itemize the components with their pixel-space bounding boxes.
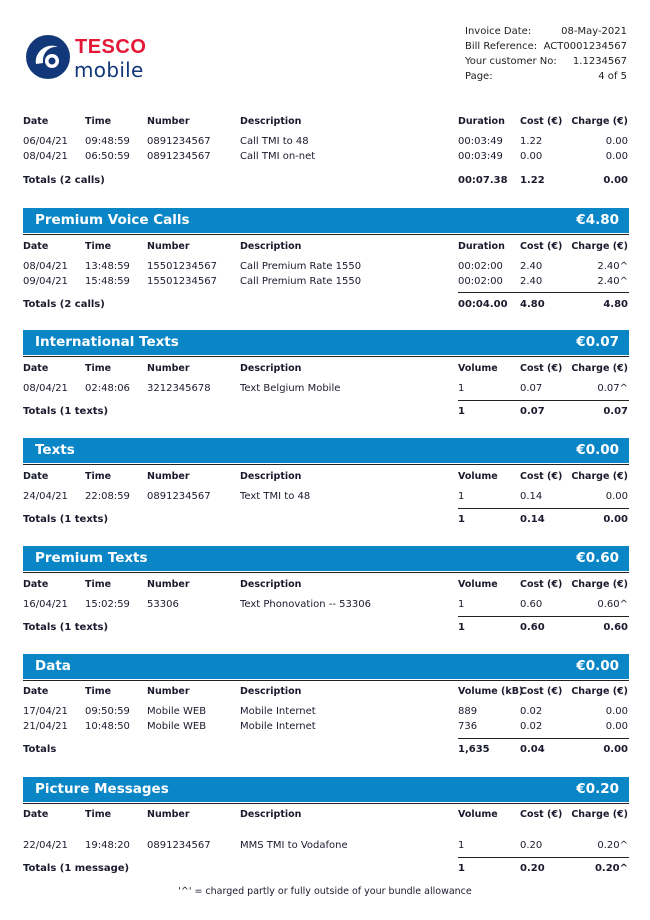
col-charge-header: Charge (€) bbox=[571, 579, 628, 590]
section-amount: €0.20 bbox=[576, 781, 619, 797]
totals-cost: 4.80 bbox=[520, 299, 545, 310]
section-title: Data bbox=[35, 658, 71, 674]
row-description: Text Phonovation -- 53306 bbox=[240, 599, 371, 610]
totals-quantity: 1 bbox=[458, 622, 465, 633]
totals-rule bbox=[458, 400, 629, 401]
row-charge: 0.00 bbox=[605, 706, 628, 717]
row-cost: 0.60 bbox=[520, 599, 543, 610]
row-number: Mobile WEB bbox=[147, 706, 207, 717]
col-date-header: Date bbox=[23, 363, 49, 374]
row-number: 0891234567 bbox=[147, 136, 211, 147]
col-time-header: Time bbox=[85, 363, 112, 374]
section-divider bbox=[23, 803, 629, 804]
page-value: 4 of 5 bbox=[598, 71, 627, 82]
totals-charge: 0.60 bbox=[603, 622, 628, 633]
row-date: 17/04/21 bbox=[23, 706, 68, 717]
col-description-header: Description bbox=[240, 579, 302, 590]
totals-quantity: 00:04.00 bbox=[458, 299, 508, 310]
col-number-header: Number bbox=[147, 471, 190, 482]
section-header-bar bbox=[23, 777, 629, 802]
brand-mobile: mobile bbox=[74, 58, 144, 82]
col-number-header: Number bbox=[147, 686, 190, 697]
section-amount: €4.80 bbox=[576, 212, 619, 228]
row-quantity: 736 bbox=[458, 721, 478, 732]
customer-no-label: Your customer No: bbox=[465, 56, 557, 67]
customer-no-value: 1.1234567 bbox=[572, 56, 627, 67]
totals-charge: 0.00 bbox=[603, 514, 628, 525]
section-divider bbox=[23, 464, 629, 465]
section-divider bbox=[23, 356, 629, 357]
col-cost-header: Cost (€) bbox=[520, 809, 563, 820]
section-divider bbox=[23, 572, 629, 573]
row-description: Call Premium Rate 1550 bbox=[240, 276, 362, 287]
totals-label: Totals (2 calls) bbox=[23, 175, 105, 186]
col-date-header: Date bbox=[23, 116, 49, 127]
row-charge: 0.07^ bbox=[597, 383, 628, 394]
totals-rule bbox=[458, 292, 629, 293]
totals-charge: 0.00 bbox=[603, 175, 628, 186]
totals-quantity: 1 bbox=[458, 863, 465, 874]
col-quantity-header: Volume (kB) bbox=[458, 686, 524, 697]
row-number: 0891234567 bbox=[147, 151, 211, 162]
row-cost: 0.02 bbox=[520, 706, 543, 717]
col-date-header: Date bbox=[23, 241, 49, 252]
totals-label: Totals (1 message) bbox=[23, 863, 130, 874]
col-time-header: Time bbox=[85, 471, 112, 482]
row-charge: 0.60^ bbox=[597, 599, 628, 610]
col-time-header: Time bbox=[85, 809, 112, 820]
section-header-bar bbox=[23, 208, 629, 233]
section-title: International Texts bbox=[35, 334, 179, 350]
totals-quantity: 1 bbox=[458, 406, 465, 417]
row-number: 15501234567 bbox=[147, 261, 217, 272]
totals-rule bbox=[458, 616, 629, 617]
col-quantity-header: Volume bbox=[458, 809, 498, 820]
totals-rule bbox=[458, 738, 629, 739]
row-cost: 0.02 bbox=[520, 721, 543, 732]
col-cost-header: Cost (€) bbox=[520, 363, 563, 374]
row-date: 09/04/21 bbox=[23, 276, 68, 287]
section-amount: €0.07 bbox=[576, 334, 619, 350]
row-cost: 0.00 bbox=[520, 151, 543, 162]
col-time-header: Time bbox=[85, 686, 112, 697]
col-quantity-header: Duration bbox=[458, 116, 505, 127]
row-cost: 2.40 bbox=[520, 261, 543, 272]
tesco-mobile-logo-icon bbox=[25, 34, 71, 80]
row-quantity: 1 bbox=[458, 599, 465, 610]
section-title: Texts bbox=[35, 442, 75, 458]
row-number: Mobile WEB bbox=[147, 721, 207, 732]
row-date: 08/04/21 bbox=[23, 261, 68, 272]
col-cost-header: Cost (€) bbox=[520, 579, 563, 590]
totals-label: Totals (1 texts) bbox=[23, 622, 109, 633]
col-number-header: Number bbox=[147, 116, 190, 127]
row-date: 21/04/21 bbox=[23, 721, 68, 732]
row-charge: 0.00 bbox=[605, 151, 628, 162]
row-number: 15501234567 bbox=[147, 276, 217, 287]
row-description: Call Premium Rate 1550 bbox=[240, 261, 362, 272]
row-description: MMS TMI to Vodafone bbox=[240, 840, 348, 851]
section-header-bar bbox=[23, 330, 629, 355]
row-time: 09:48:59 bbox=[85, 136, 130, 147]
page-label: Page: bbox=[465, 71, 493, 82]
row-time: 15:48:59 bbox=[85, 276, 130, 287]
row-description: Call TMI on-net bbox=[240, 151, 316, 162]
row-quantity: 1 bbox=[458, 383, 465, 394]
col-description-header: Description bbox=[240, 471, 302, 482]
row-quantity: 00:03:49 bbox=[458, 151, 503, 162]
col-quantity-header: Volume bbox=[458, 471, 498, 482]
totals-charge: 4.80 bbox=[603, 299, 628, 310]
row-charge: 2.40^ bbox=[597, 261, 628, 272]
row-number: 0891234567 bbox=[147, 840, 211, 851]
row-charge: 0.00 bbox=[605, 136, 628, 147]
row-time: 22:08:59 bbox=[85, 491, 130, 502]
bill-reference-value: ACT0001234567 bbox=[543, 41, 627, 52]
section-title: Premium Texts bbox=[35, 550, 148, 566]
row-quantity: 00:02:00 bbox=[458, 276, 503, 287]
section-header-bar bbox=[23, 654, 629, 679]
row-quantity: 00:02:00 bbox=[458, 261, 503, 272]
totals-label: Totals (1 texts) bbox=[23, 514, 109, 525]
col-quantity-header: Volume bbox=[458, 579, 498, 590]
row-date: 06/04/21 bbox=[23, 136, 68, 147]
row-cost: 0.20 bbox=[520, 840, 543, 851]
totals-cost: 0.04 bbox=[520, 744, 545, 755]
row-charge: 2.40^ bbox=[597, 276, 628, 287]
totals-charge: 0.00 bbox=[603, 744, 628, 755]
totals-charge: 0.07 bbox=[603, 406, 628, 417]
row-time: 15:02:59 bbox=[85, 599, 130, 610]
row-date: 22/04/21 bbox=[23, 840, 68, 851]
row-description: Text Belgium Mobile bbox=[240, 383, 341, 394]
totals-cost: 0.20 bbox=[520, 863, 545, 874]
col-quantity-header: Volume bbox=[458, 363, 498, 374]
col-cost-header: Cost (€) bbox=[520, 471, 563, 482]
row-cost: 0.07 bbox=[520, 383, 543, 394]
totals-rule bbox=[458, 857, 629, 858]
row-quantity: 00:03:49 bbox=[458, 136, 503, 147]
row-number: 53306 bbox=[147, 599, 179, 610]
totals-cost: 0.60 bbox=[520, 622, 545, 633]
totals-quantity: 00:07.38 bbox=[458, 175, 508, 186]
section-title: Premium Voice Calls bbox=[35, 212, 190, 228]
row-time: 06:50:59 bbox=[85, 151, 130, 162]
invoice-date-value: 08-May-2021 bbox=[561, 26, 627, 37]
col-number-header: Number bbox=[147, 579, 190, 590]
section-header-bar bbox=[23, 438, 629, 463]
section-amount: €0.00 bbox=[576, 442, 619, 458]
row-quantity: 1 bbox=[458, 491, 465, 502]
bill-reference-label: Bill Reference: bbox=[465, 41, 538, 52]
col-date-header: Date bbox=[23, 686, 49, 697]
totals-label: Totals bbox=[23, 744, 57, 755]
invoice-date-label: Invoice Date: bbox=[465, 26, 532, 37]
section-divider bbox=[23, 680, 629, 681]
col-charge-header: Charge (€) bbox=[571, 363, 628, 374]
col-date-header: Date bbox=[23, 471, 49, 482]
col-charge-header: Charge (€) bbox=[571, 241, 628, 252]
row-number: 0891234567 bbox=[147, 491, 211, 502]
row-time: 02:48:06 bbox=[85, 383, 130, 394]
row-cost: 0.14 bbox=[520, 491, 543, 502]
totals-rule bbox=[458, 508, 629, 509]
section-amount: €0.60 bbox=[576, 550, 619, 566]
col-number-header: Number bbox=[147, 363, 190, 374]
col-date-header: Date bbox=[23, 809, 49, 820]
col-charge-header: Charge (€) bbox=[571, 809, 628, 820]
row-date: 08/04/21 bbox=[23, 383, 68, 394]
brand-tesco: TESCO bbox=[75, 36, 147, 58]
row-charge: 0.00 bbox=[605, 721, 628, 732]
col-description-header: Description bbox=[240, 241, 302, 252]
col-date-header: Date bbox=[23, 579, 49, 590]
col-cost-header: Cost (€) bbox=[520, 241, 563, 252]
section-divider bbox=[23, 234, 629, 235]
row-charge: 0.20^ bbox=[597, 840, 628, 851]
totals-quantity: 1,635 bbox=[458, 744, 490, 755]
totals-label: Totals (1 texts) bbox=[23, 406, 109, 417]
totals-cost: 1.22 bbox=[520, 175, 545, 186]
row-time: 13:48:59 bbox=[85, 261, 130, 272]
section-header-bar bbox=[23, 546, 629, 571]
col-number-header: Number bbox=[147, 809, 190, 820]
col-description-header: Description bbox=[240, 809, 302, 820]
row-time: 09:50:59 bbox=[85, 706, 130, 717]
totals-charge: 0.20^ bbox=[594, 863, 628, 874]
col-cost-header: Cost (€) bbox=[520, 686, 563, 697]
section-amount: €0.00 bbox=[576, 658, 619, 674]
section-title: Picture Messages bbox=[35, 781, 169, 797]
col-time-header: Time bbox=[85, 241, 112, 252]
row-description: Call TMI to 48 bbox=[240, 136, 309, 147]
col-description-header: Description bbox=[240, 686, 302, 697]
totals-cost: 0.14 bbox=[520, 514, 545, 525]
row-time: 10:48:50 bbox=[85, 721, 130, 732]
col-charge-header: Charge (€) bbox=[571, 471, 628, 482]
row-time: 19:48:20 bbox=[85, 840, 130, 851]
row-quantity: 889 bbox=[458, 706, 478, 717]
row-description: Mobile Internet bbox=[240, 706, 316, 717]
row-cost: 1.22 bbox=[520, 136, 543, 147]
row-date: 24/04/21 bbox=[23, 491, 68, 502]
col-time-header: Time bbox=[85, 579, 112, 590]
footnote: '^' = charged partly or fully outside of your bundle allowance bbox=[178, 886, 472, 897]
col-time-header: Time bbox=[85, 116, 112, 127]
col-quantity-header: Duration bbox=[458, 241, 505, 252]
col-number-header: Number bbox=[147, 241, 190, 252]
totals-cost: 0.07 bbox=[520, 406, 545, 417]
col-cost-header: Cost (€) bbox=[520, 116, 563, 127]
row-description: Mobile Internet bbox=[240, 721, 316, 732]
col-description-header: Description bbox=[240, 116, 302, 127]
row-date: 08/04/21 bbox=[23, 151, 68, 162]
row-cost: 2.40 bbox=[520, 276, 543, 287]
row-quantity: 1 bbox=[458, 840, 465, 851]
totals-label: Totals (2 calls) bbox=[23, 299, 105, 310]
row-charge: 0.00 bbox=[605, 491, 628, 502]
totals-quantity: 1 bbox=[458, 514, 465, 525]
col-description-header: Description bbox=[240, 363, 302, 374]
row-description: Text TMI to 48 bbox=[240, 491, 311, 502]
row-number: 3212345678 bbox=[147, 383, 211, 394]
col-charge-header: Charge (€) bbox=[571, 686, 628, 697]
row-date: 16/04/21 bbox=[23, 599, 68, 610]
col-charge-header: Charge (€) bbox=[571, 116, 628, 127]
